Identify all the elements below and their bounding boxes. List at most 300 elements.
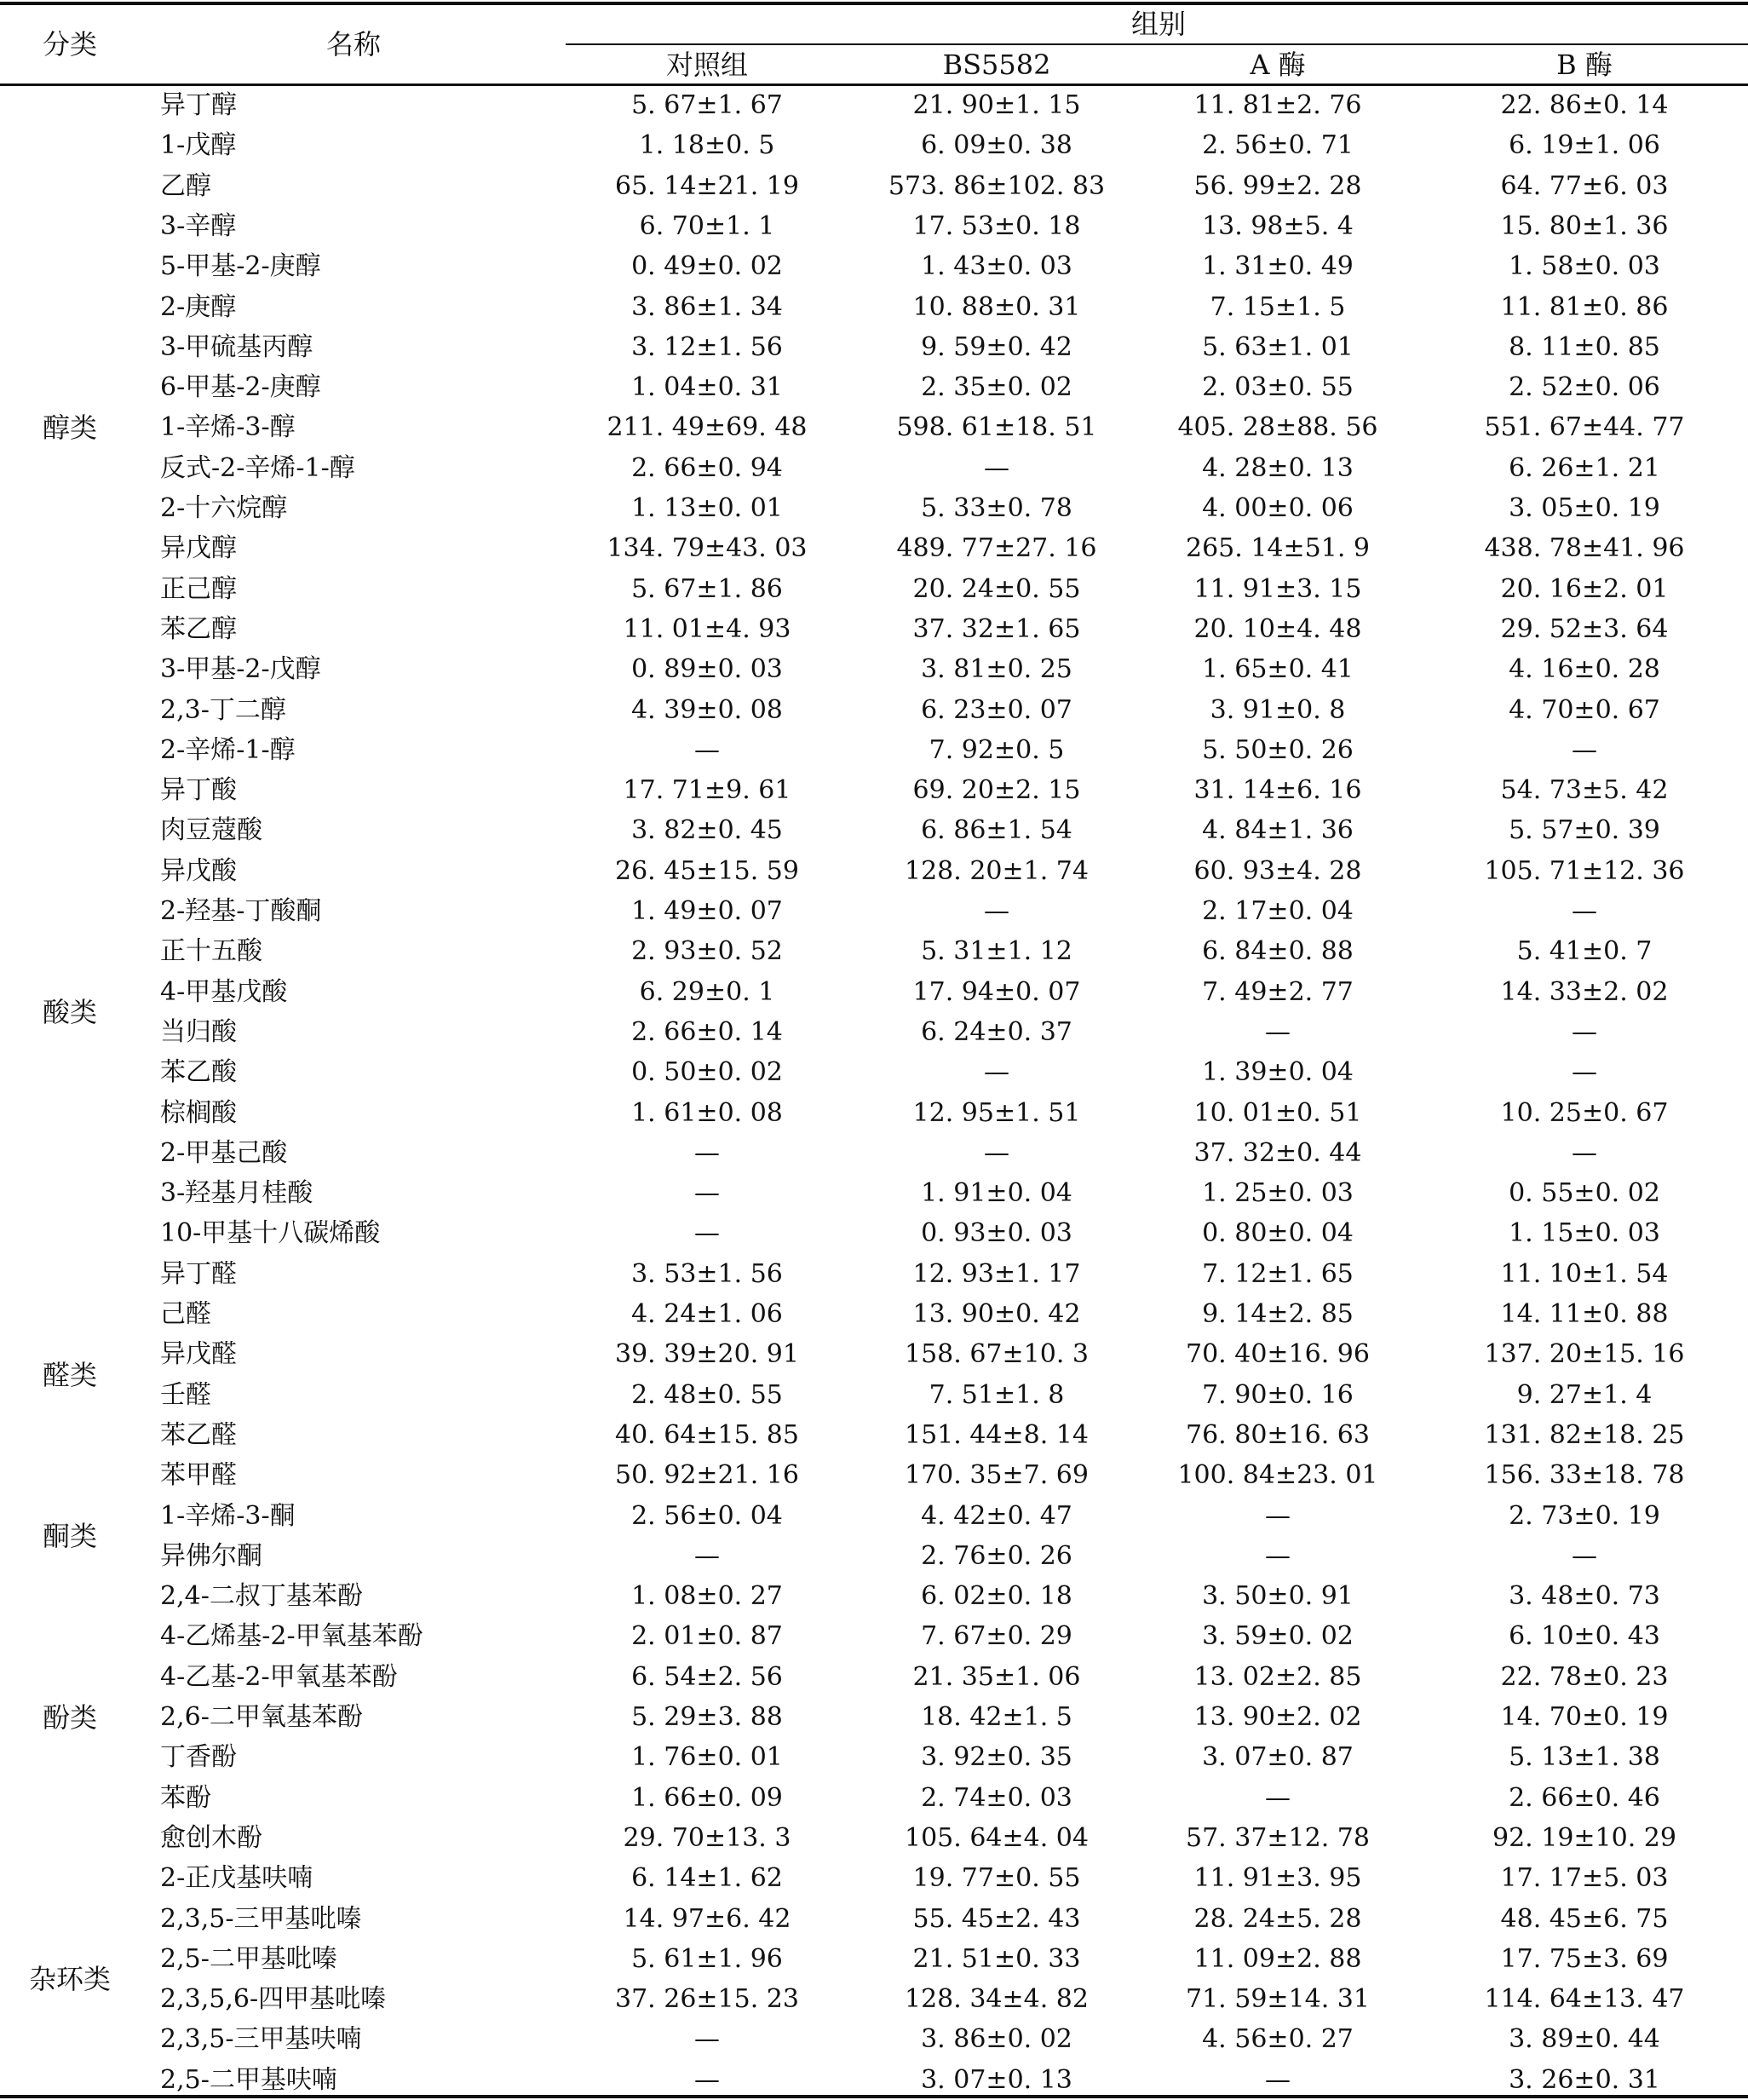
- table-row: [0, 1697, 1748, 1737]
- table-row: [0, 1254, 1748, 1294]
- value-enzyme-b: 5. 41±0. 7: [1516, 936, 1653, 967]
- value-enzyme-b: —: [1572, 896, 1597, 926]
- value-bs5582: 37. 32±1. 65: [912, 613, 1081, 644]
- value-enzyme-a: 11. 81±2. 76: [1193, 90, 1362, 120]
- value-enzyme-b: 114. 64±13. 47: [1484, 1984, 1685, 2015]
- table-row: [0, 448, 1748, 488]
- value-enzyme-b: 0. 55±0. 02: [1509, 1178, 1660, 1209]
- compound-name: 2-正戊基呋喃: [160, 1863, 313, 1894]
- compound-name: 愈创木酚: [160, 1822, 262, 1853]
- value-bs5582: 5. 33±0. 78: [921, 493, 1072, 523]
- value-bs5582: 13. 90±0. 42: [912, 1299, 1081, 1329]
- value-bs5582: 6. 86±1. 54: [921, 815, 1072, 846]
- value-enzyme-a: 4. 84±1. 36: [1202, 815, 1354, 846]
- compound-name: 2-庚醇: [160, 291, 237, 322]
- value-control: 211. 49±69. 48: [607, 412, 808, 443]
- table-row: [0, 1496, 1748, 1536]
- value-enzyme-a: 60. 93±4. 28: [1193, 855, 1362, 886]
- table-row: [0, 488, 1748, 528]
- header-name: 名称: [325, 28, 381, 60]
- value-control: 29. 70±13. 3: [623, 1822, 791, 1853]
- value-enzyme-b: 1. 15±0. 03: [1509, 1218, 1660, 1249]
- value-enzyme-b: 64. 77±6. 03: [1500, 170, 1669, 201]
- value-enzyme-b: 3. 89±0. 44: [1509, 2024, 1660, 2055]
- value-enzyme-b: 20. 16±2. 01: [1500, 573, 1669, 604]
- value-enzyme-b: 551. 67±44. 77: [1484, 412, 1685, 443]
- value-enzyme-a: 20. 10±4. 48: [1193, 613, 1362, 644]
- table-row: [0, 810, 1748, 850]
- table-row: [0, 1334, 1748, 1374]
- value-control: 40. 64±15. 85: [615, 1419, 799, 1450]
- value-control: 3. 82±0. 45: [631, 815, 783, 846]
- compound-name: 异戊醛: [160, 1339, 237, 1370]
- value-enzyme-b: 9. 27±1. 4: [1516, 1379, 1653, 1410]
- category-label: 醛类: [42, 1358, 97, 1391]
- value-bs5582: 3. 92±0. 35: [921, 1742, 1072, 1773]
- value-control: 6. 54±2. 56: [631, 1661, 783, 1692]
- value-enzyme-b: 11. 10±1. 54: [1500, 1258, 1669, 1289]
- value-enzyme-b: 8. 11±0. 85: [1509, 331, 1660, 362]
- value-control: 2. 66±0. 14: [631, 1016, 783, 1047]
- compound-name: 苯甲醛: [160, 1460, 237, 1491]
- table-row: [0, 1375, 1748, 1415]
- table-row: [0, 770, 1748, 810]
- table-row: [0, 1778, 1748, 1818]
- value-bs5582: 2. 35±0. 02: [921, 372, 1072, 403]
- value-enzyme-b: 14. 33±2. 02: [1500, 976, 1669, 1007]
- category-label: 酸类: [42, 995, 97, 1028]
- table-row: [0, 730, 1748, 770]
- value-enzyme-b: 10. 25±0. 67: [1500, 1097, 1669, 1128]
- compound-name: 苯乙酸: [160, 1057, 237, 1088]
- table-row: [0, 1052, 1748, 1092]
- value-enzyme-b: —: [1572, 734, 1597, 765]
- compound-name: 正十五酸: [160, 936, 262, 967]
- compound-name: 2,5-二甲基吡嗪: [160, 1943, 337, 1974]
- value-enzyme-b: 22. 78±0. 23: [1500, 1661, 1669, 1692]
- compound-name: 2,6-二甲氧基苯酚: [160, 1702, 363, 1732]
- value-bs5582: 17. 94±0. 07: [912, 976, 1081, 1007]
- value-bs5582: 9. 59±0. 42: [921, 331, 1072, 362]
- value-enzyme-b: 15. 80±1. 36: [1500, 210, 1669, 241]
- value-enzyme-b: 14. 70±0. 19: [1500, 1702, 1669, 1732]
- table-row: [0, 206, 1748, 246]
- value-enzyme-a: 4. 28±0. 13: [1202, 452, 1354, 483]
- compound-name: 3-甲基-2-戊醇: [160, 654, 321, 685]
- value-bs5582: 170. 35±7. 69: [905, 1460, 1089, 1491]
- compound-name: 2,3,5-三甲基呋喃: [160, 2024, 362, 2055]
- table-row: [0, 649, 1748, 689]
- value-bs5582: 7. 92±0. 5: [929, 734, 1065, 765]
- compound-name: 苯乙醛: [160, 1419, 237, 1450]
- compound-name: 2,3,5,6-四甲基吡嗪: [160, 1984, 387, 2015]
- value-enzyme-a: 2. 03±0. 55: [1202, 372, 1354, 403]
- value-control: 2. 93±0. 52: [631, 936, 783, 967]
- value-enzyme-a: 56. 99±2. 28: [1193, 170, 1362, 201]
- compound-name: 异佛尔酮: [160, 1540, 262, 1571]
- value-enzyme-b: 105. 71±12. 36: [1484, 855, 1685, 886]
- compound-name: 棕榈酸: [160, 1097, 237, 1128]
- table-row: [0, 327, 1748, 367]
- value-control: 1. 66±0. 09: [631, 1782, 783, 1813]
- value-bs5582: 21. 90±1. 15: [912, 90, 1081, 120]
- value-enzyme-a: 405. 28±88. 56: [1177, 412, 1378, 443]
- compound-name: 异丁酸: [160, 775, 237, 806]
- compound-name: 2-十六烷醇: [160, 493, 288, 523]
- value-enzyme-b: 6. 26±1. 21: [1509, 452, 1660, 483]
- value-enzyme-a: 5. 63±1. 01: [1202, 331, 1354, 362]
- table-row: [0, 85, 1748, 125]
- value-control: —: [694, 1218, 720, 1249]
- value-bs5582: 7. 51±1. 8: [929, 1379, 1065, 1410]
- category-label: 杂环类: [28, 1963, 111, 1996]
- value-enzyme-a: 4. 56±0. 27: [1202, 2024, 1354, 2055]
- value-enzyme-a: 7. 90±0. 16: [1202, 1379, 1354, 1410]
- value-enzyme-b: —: [1572, 1016, 1597, 1047]
- value-control: 2. 66±0. 94: [631, 452, 783, 483]
- value-enzyme-b: 3. 26±0. 31: [1509, 2064, 1660, 2095]
- value-bs5582: 6. 09±0. 38: [921, 130, 1072, 161]
- compound-name: 2,5-二甲基呋喃: [160, 2064, 337, 2095]
- value-control: 0. 89±0. 03: [631, 654, 783, 685]
- value-control: 1. 76±0. 01: [631, 1742, 783, 1773]
- value-enzyme-a: 4. 00±0. 06: [1202, 493, 1354, 523]
- value-enzyme-b: 4. 70±0. 67: [1509, 694, 1660, 725]
- compound-name: 异戊酸: [160, 855, 237, 886]
- table-row: [0, 1979, 1748, 2019]
- table-row: [0, 1173, 1748, 1213]
- value-enzyme-b: 14. 11±0. 88: [1500, 1299, 1669, 1329]
- value-bs5582: 6. 23±0. 07: [921, 694, 1072, 725]
- value-enzyme-b: 1. 58±0. 03: [1509, 251, 1660, 282]
- table-row: [0, 2060, 1748, 2100]
- value-control: 2. 56±0. 04: [631, 1500, 783, 1531]
- value-bs5582: —: [984, 1057, 1009, 1088]
- compound-name: 4-甲基戊酸: [160, 976, 288, 1007]
- compound-name: 3-甲硫基丙醇: [160, 331, 313, 362]
- value-enzyme-b: —: [1572, 1057, 1597, 1088]
- table-row: [0, 1899, 1748, 1939]
- value-control: 65. 14±21. 19: [615, 170, 799, 201]
- value-control: 4. 39±0. 08: [631, 694, 783, 725]
- value-enzyme-a: 13. 98±5. 4: [1202, 210, 1354, 241]
- compound-name: 10-甲基十八碳烯酸: [160, 1218, 381, 1249]
- header-col-enzyme-b: B 酶: [1556, 49, 1613, 81]
- table-row: [0, 407, 1748, 447]
- value-bs5582: 3. 07±0. 13: [921, 2064, 1072, 2095]
- compound-name: 4-乙烯基-2-甲氧基苯酚: [160, 1621, 423, 1652]
- value-bs5582: 489. 77±27. 16: [896, 533, 1097, 564]
- value-enzyme-b: 2. 52±0. 06: [1509, 372, 1660, 403]
- value-bs5582: 128. 34±4. 82: [905, 1984, 1089, 2015]
- value-control: 3. 53±1. 56: [631, 1258, 783, 1289]
- value-bs5582: 151. 44±8. 14: [905, 1419, 1089, 1450]
- value-bs5582: 19. 77±0. 55: [912, 1863, 1081, 1894]
- value-enzyme-a: —: [1265, 2064, 1291, 2095]
- compound-name: 2-羟基-丁酸酮: [160, 896, 322, 926]
- value-enzyme-a: —: [1265, 1500, 1291, 1531]
- value-control: 1. 18±0. 5: [639, 130, 775, 161]
- table-row: [0, 1093, 1748, 1133]
- value-control: 39. 39±20. 91: [615, 1339, 799, 1370]
- value-control: 26. 45±15. 59: [615, 855, 799, 886]
- table-row: [0, 1012, 1748, 1052]
- table-row: [0, 528, 1748, 568]
- value-enzyme-b: 17. 75±3. 69: [1500, 1943, 1669, 1974]
- value-enzyme-b: 6. 10±0. 43: [1509, 1621, 1660, 1652]
- category-label: 酚类: [42, 1700, 97, 1734]
- value-enzyme-b: 131. 82±18. 25: [1484, 1419, 1685, 1450]
- value-enzyme-b: 54. 73±5. 42: [1500, 775, 1669, 806]
- value-bs5582: 5. 31±1. 12: [921, 936, 1072, 967]
- value-bs5582: 18. 42±1. 5: [921, 1702, 1072, 1732]
- table-row: [0, 1657, 1748, 1697]
- compound-name: 2,4-二叔丁基苯酚: [160, 1581, 363, 1612]
- value-enzyme-b: 3. 05±0. 19: [1509, 493, 1660, 523]
- value-control: —: [694, 1178, 720, 1209]
- table-row: [0, 2019, 1748, 2059]
- compound-name: 2-辛烯-1-醇: [160, 734, 296, 765]
- value-enzyme-a: 13. 02±2. 85: [1193, 1661, 1362, 1692]
- value-enzyme-a: —: [1265, 1540, 1291, 1571]
- value-control: —: [694, 2064, 720, 2095]
- value-bs5582: 20. 24±0. 55: [912, 573, 1081, 604]
- compound-name: 1-辛烯-3-醇: [160, 412, 296, 443]
- header-col-enzyme-a: A 酶: [1250, 49, 1306, 81]
- value-control: 5. 29±3. 88: [631, 1702, 783, 1732]
- table-row: [0, 851, 1748, 891]
- compound-name: 苯乙醇: [160, 613, 237, 644]
- value-control: —: [694, 734, 720, 765]
- compound-name: 1-戊醇: [160, 130, 237, 161]
- value-enzyme-b: 137. 20±15. 16: [1484, 1339, 1685, 1370]
- compound-name: 3-辛醇: [160, 210, 237, 241]
- value-control: 37. 26±15. 23: [615, 1984, 799, 2015]
- table-row: [0, 246, 1748, 286]
- value-enzyme-a: 31. 14±6. 16: [1193, 775, 1362, 806]
- header-group: 组别: [1130, 8, 1186, 40]
- value-enzyme-b: 438. 78±41. 96: [1484, 533, 1685, 564]
- value-enzyme-b: 92. 19±10. 29: [1492, 1822, 1676, 1853]
- value-bs5582: —: [984, 1137, 1009, 1168]
- table-row: [0, 1939, 1748, 1979]
- value-control: 5. 67±1. 67: [631, 90, 783, 120]
- value-control: 2. 48±0. 55: [631, 1379, 783, 1410]
- value-control: —: [694, 1540, 720, 1571]
- value-control: 2. 01±0. 87: [631, 1621, 783, 1652]
- value-bs5582: 6. 24±0. 37: [921, 1016, 1072, 1047]
- value-enzyme-b: 156. 33±18. 78: [1484, 1460, 1685, 1491]
- value-control: 1. 61±0. 08: [631, 1097, 783, 1128]
- table-row: [0, 1818, 1748, 1858]
- value-control: 1. 04±0. 31: [631, 372, 783, 403]
- category-label: 酮类: [42, 1519, 97, 1552]
- value-enzyme-b: 22. 86±0. 14: [1500, 90, 1669, 120]
- table-row: [0, 569, 1748, 609]
- value-enzyme-b: 5. 57±0. 39: [1509, 815, 1660, 846]
- value-control: 1. 13±0. 01: [631, 493, 783, 523]
- value-enzyme-b: 3. 48±0. 73: [1509, 1581, 1660, 1612]
- value-enzyme-b: 2. 73±0. 19: [1509, 1500, 1660, 1531]
- value-bs5582: 2. 76±0. 26: [921, 1540, 1072, 1571]
- table-row: [0, 1133, 1748, 1173]
- compound-name: 异丁醇: [160, 90, 237, 120]
- compound-name: 己醛: [160, 1299, 211, 1329]
- value-enzyme-b: 5. 13±1. 38: [1509, 1742, 1660, 1773]
- value-enzyme-a: 3. 59±0. 02: [1202, 1621, 1354, 1652]
- value-control: 1. 08±0. 27: [631, 1581, 783, 1612]
- compound-name: 3-羟基月桂酸: [160, 1178, 313, 1209]
- value-control: 11. 01±4. 93: [623, 613, 791, 644]
- value-enzyme-b: —: [1572, 1540, 1597, 1571]
- value-control: —: [694, 1137, 720, 1168]
- value-enzyme-a: 2. 17±0. 04: [1202, 896, 1354, 926]
- table-row: [0, 1213, 1748, 1253]
- value-bs5582: 21. 51±0. 33: [912, 1943, 1081, 1974]
- value-bs5582: —: [984, 452, 1009, 483]
- compound-name: 4-乙基-2-甲氧基苯酚: [160, 1661, 398, 1692]
- value-bs5582: 158. 67±10. 3: [905, 1339, 1089, 1370]
- value-bs5582: 17. 53±0. 18: [912, 210, 1081, 241]
- value-bs5582: 0. 93±0. 03: [921, 1218, 1072, 1249]
- compound-name: 苯酚: [160, 1782, 211, 1813]
- value-control: 5. 61±1. 96: [631, 1943, 783, 1974]
- value-bs5582: 3. 86±0. 02: [921, 2024, 1072, 2055]
- value-enzyme-a: 2. 56±0. 71: [1202, 130, 1354, 161]
- value-control: 1. 49±0. 07: [631, 896, 783, 926]
- value-control: 4. 24±1. 06: [631, 1299, 783, 1329]
- table-row: [0, 690, 1748, 730]
- value-enzyme-b: 11. 81±0. 86: [1500, 291, 1669, 322]
- value-bs5582: 7. 67±0. 29: [921, 1621, 1072, 1652]
- table-row: [0, 125, 1748, 165]
- value-enzyme-a: 76. 80±16. 63: [1186, 1419, 1370, 1450]
- value-enzyme-a: 100. 84±23. 01: [1177, 1460, 1378, 1491]
- value-bs5582: 10. 88±0. 31: [912, 291, 1081, 322]
- value-bs5582: 6. 02±0. 18: [921, 1581, 1072, 1612]
- value-enzyme-a: 3. 50±0. 91: [1202, 1581, 1354, 1612]
- value-bs5582: 573. 86±102. 83: [888, 170, 1106, 201]
- value-enzyme-b: —: [1572, 1137, 1597, 1168]
- table-row: [0, 609, 1748, 649]
- value-control: 14. 97±6. 42: [623, 1903, 791, 1934]
- compound-name: 壬醛: [160, 1379, 211, 1410]
- value-enzyme-a: 57. 37±12. 78: [1186, 1822, 1370, 1853]
- value-control: 0. 49±0. 02: [631, 251, 783, 282]
- compound-name: 肉豆蔻酸: [160, 815, 262, 846]
- value-enzyme-a: —: [1265, 1782, 1291, 1813]
- compound-name: 1-辛烯-3-酮: [160, 1500, 296, 1531]
- value-control: 3. 86±1. 34: [631, 291, 783, 322]
- table-row: [0, 367, 1748, 407]
- value-control: 5. 67±1. 86: [631, 573, 783, 604]
- value-bs5582: 4. 42±0. 47: [921, 1500, 1072, 1531]
- table-row: [0, 931, 1748, 971]
- category-label: 醇类: [42, 411, 97, 445]
- value-bs5582: 69. 20±2. 15: [912, 775, 1081, 806]
- value-enzyme-b: 6. 19±1. 06: [1509, 130, 1660, 161]
- group-subrule: [566, 43, 1748, 45]
- table-row: [0, 1536, 1748, 1576]
- value-control: 0. 50±0. 02: [631, 1057, 783, 1088]
- value-enzyme-b: 4. 16±0. 28: [1509, 654, 1660, 685]
- value-enzyme-a: 28. 24±5. 28: [1193, 1903, 1362, 1934]
- value-enzyme-a: 0. 80±0. 04: [1202, 1218, 1354, 1249]
- header-col-bs5582: BS5582: [942, 49, 1051, 81]
- compound-name: 5-甲基-2-庚醇: [160, 251, 321, 282]
- value-bs5582: 128. 20±1. 74: [905, 855, 1089, 886]
- value-control: 17. 71±9. 61: [623, 775, 791, 806]
- value-enzyme-a: 11. 91±3. 15: [1193, 573, 1362, 604]
- top-rule: [0, 2, 1748, 5]
- value-enzyme-a: 3. 07±0. 87: [1202, 1742, 1354, 1773]
- table-row: [0, 1455, 1748, 1495]
- value-control: —: [694, 2024, 720, 2055]
- value-bs5582: 12. 95±1. 51: [912, 1097, 1081, 1128]
- value-bs5582: 12. 93±1. 17: [912, 1258, 1081, 1289]
- table-row: [0, 1616, 1748, 1656]
- value-enzyme-a: 7. 49±2. 77: [1202, 976, 1354, 1007]
- header-category: 分类: [42, 28, 97, 60]
- table-row: [0, 287, 1748, 327]
- value-enzyme-a: 9. 14±2. 85: [1202, 1299, 1354, 1329]
- value-bs5582: 55. 45±2. 43: [912, 1903, 1081, 1934]
- value-enzyme-a: 11. 09±2. 88: [1193, 1943, 1362, 1974]
- value-bs5582: 1. 43±0. 03: [921, 251, 1072, 282]
- compound-name: 正己醇: [160, 573, 237, 604]
- value-enzyme-b: 17. 17±5. 03: [1500, 1863, 1669, 1894]
- value-enzyme-a: 13. 90±2. 02: [1193, 1702, 1362, 1732]
- table-row: [0, 1858, 1748, 1898]
- compound-name: 反式-2-辛烯-1-醇: [160, 452, 355, 483]
- value-enzyme-a: 7. 12±1. 65: [1202, 1258, 1354, 1289]
- value-enzyme-b: 29. 52±3. 64: [1500, 613, 1669, 644]
- table-row: [0, 1737, 1748, 1777]
- value-enzyme-a: 37. 32±0. 44: [1193, 1137, 1362, 1168]
- value-bs5582: 2. 74±0. 03: [921, 1782, 1072, 1813]
- value-enzyme-a: 5. 50±0. 26: [1202, 734, 1354, 765]
- table-row: [0, 891, 1748, 931]
- compound-name: 6-甲基-2-庚醇: [160, 372, 321, 403]
- table-row: [0, 166, 1748, 206]
- value-bs5582: 105. 64±4. 04: [905, 1822, 1089, 1853]
- header-col-control: 对照组: [665, 49, 748, 81]
- value-enzyme-a: 11. 91±3. 95: [1193, 1863, 1362, 1894]
- value-enzyme-a: 10. 01±0. 51: [1193, 1097, 1362, 1128]
- compound-name: 丁香酚: [160, 1742, 237, 1773]
- value-enzyme-a: 265. 14±51. 9: [1186, 533, 1370, 564]
- value-control: 6. 70±1. 1: [639, 210, 775, 241]
- value-enzyme-a: 1. 31±0. 49: [1202, 251, 1354, 282]
- value-control: 50. 92±21. 16: [615, 1460, 799, 1491]
- value-enzyme-a: —: [1265, 1016, 1291, 1047]
- value-bs5582: 1. 91±0. 04: [921, 1178, 1072, 1209]
- table-row: [0, 1415, 1748, 1455]
- value-enzyme-a: 1. 25±0. 03: [1202, 1178, 1354, 1209]
- table-row: [0, 1294, 1748, 1334]
- value-bs5582: —: [984, 896, 1009, 926]
- table-row: [0, 1576, 1748, 1616]
- value-control: 134. 79±43. 03: [607, 533, 808, 564]
- compound-name: 2,3,5-三甲基吡嗪: [160, 1903, 362, 1934]
- value-enzyme-a: 70. 40±16. 96: [1186, 1339, 1370, 1370]
- value-enzyme-a: 1. 39±0. 04: [1202, 1057, 1354, 1088]
- compound-name: 2,3-丁二醇: [160, 694, 286, 725]
- value-bs5582: 598. 61±18. 51: [896, 412, 1097, 443]
- value-control: 6. 29±0. 1: [639, 976, 775, 1007]
- value-bs5582: 3. 81±0. 25: [921, 654, 1072, 685]
- value-enzyme-a: 6. 84±0. 88: [1202, 936, 1354, 967]
